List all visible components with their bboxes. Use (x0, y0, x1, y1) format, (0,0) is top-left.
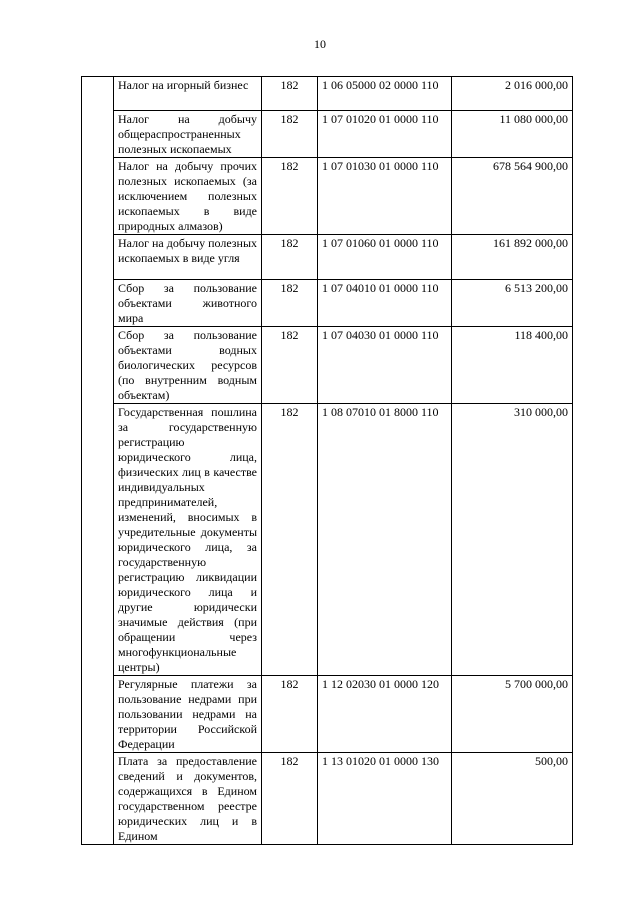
admin-code-cell: 182 (262, 158, 318, 235)
amount-cell: 161 892 000,00 (452, 235, 573, 280)
revenue-name-cell: Регулярные платежи за пользование недрами при пользовании недрами на территории Российской Федерации (114, 676, 262, 753)
admin-code-cell: 182 (262, 404, 318, 676)
budget-code-cell: 1 07 04030 01 0000 110 (318, 327, 452, 404)
table-row (82, 676, 573, 753)
table-row (82, 753, 573, 845)
budget-code-cell: 1 07 01060 01 0000 110 (318, 235, 452, 280)
table-row (82, 404, 573, 676)
table-row (82, 111, 573, 158)
row-number-cell (82, 77, 114, 845)
amount-cell: 500,00 (452, 753, 573, 845)
amount-cell: 5 700 000,00 (452, 676, 573, 753)
budget-code-cell: 1 12 02030 01 0000 120 (318, 676, 452, 753)
table-row (82, 327, 573, 404)
budget-code-cell: 1 07 01020 01 0000 110 (318, 111, 452, 158)
table-row (82, 280, 573, 327)
budget-code-cell: 1 06 05000 02 0000 110 (318, 77, 452, 111)
amount-cell: 11 080 000,00 (452, 111, 573, 158)
admin-code-cell: 182 (262, 327, 318, 404)
admin-code-cell: 182 (262, 753, 318, 845)
amount-cell: 2 016 000,00 (452, 77, 573, 111)
budget-code-cell: 1 08 07010 01 8000 110 (318, 404, 452, 676)
budget-code-cell: 1 13 01020 01 0000 130 (318, 753, 452, 845)
table-row (82, 235, 573, 280)
revenue-name-cell: Налог на добычу общераспространенных полезных ископаемых (114, 111, 262, 158)
revenue-name-cell: Государственная пошлина за государственную регистрацию юридического лица, физических лиц в качестве индивидуальных предпринимателей, изменений, вносимых в учредительные документы юридического лица, за государственную регистрацию ликвидации юридического лица и другие юридически значимые действия (при обращении через многофункциональные центры) (114, 404, 262, 676)
admin-code-cell: 182 (262, 280, 318, 327)
page-number: 10 (314, 37, 326, 51)
budget-revenue-table (81, 76, 573, 845)
budget-code-cell: 1 07 01030 01 0000 110 (318, 158, 452, 235)
admin-code-cell: 182 (262, 77, 318, 111)
revenue-name-cell: Налог на добычу прочих полезных ископаемых (за исключением полезных ископаемых в виде природных алмазов) (114, 158, 262, 235)
admin-code-cell: 182 (262, 676, 318, 753)
amount-cell: 310 000,00 (452, 404, 573, 676)
revenue-name-cell: Сбор за пользование объектами водных биологических ресурсов (по внутренним водным объектам) (114, 327, 262, 404)
budget-code-cell: 1 07 04010 01 0000 110 (318, 280, 452, 327)
revenue-name-cell: Налог на добычу полезных ископаемых в виде угля (114, 235, 262, 280)
amount-cell: 118 400,00 (452, 327, 573, 404)
revenue-name-cell: Сбор за пользование объектами животного мира (114, 280, 262, 327)
table-row (82, 77, 573, 111)
table-row (82, 158, 573, 235)
amount-cell: 6 513 200,00 (452, 280, 573, 327)
amount-cell: 678 564 900,00 (452, 158, 573, 235)
admin-code-cell: 182 (262, 235, 318, 280)
revenue-name-cell: Плата за предоставление сведений и документов, содержащихся в Едином государственном реестре юридических лиц и в Едином (114, 753, 262, 845)
admin-code-cell: 182 (262, 111, 318, 158)
revenue-name-cell: Налог на игорный бизнес (114, 77, 262, 111)
